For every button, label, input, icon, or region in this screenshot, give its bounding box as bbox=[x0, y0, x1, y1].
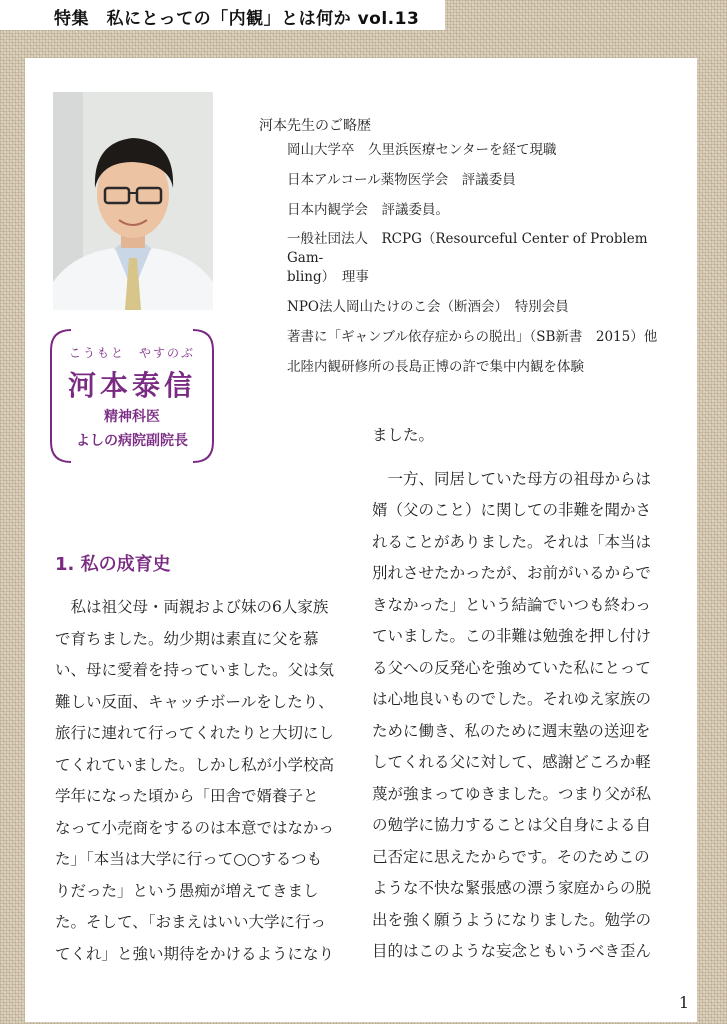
body-line: 蔑が強まってゆきました。つまり父が私 bbox=[372, 784, 652, 803]
bio-item: 北陸内観研修所の長島正博の許で集中内観を体験 bbox=[287, 359, 584, 375]
portrait-photo-icon bbox=[53, 92, 213, 310]
author-name: 河本泰信 bbox=[67, 369, 196, 402]
body-line: してくれる父に対して、感謝どころか軽 bbox=[372, 753, 651, 771]
body-column-right bbox=[372, 420, 672, 968]
body-line: 旅行に連れて行ってくれたりと大切にし bbox=[55, 724, 335, 742]
name-card bbox=[47, 326, 217, 466]
body-line: の勉学に協力することは父自身による自 bbox=[372, 816, 652, 834]
bio-item: 著書に「ギャンブル依存症からの脱出」（SB新書 2015）他 bbox=[287, 329, 658, 345]
body-line: てくれていました。しかし私が小学校高 bbox=[55, 755, 335, 774]
issue-title: 特集 私にとっての「内観」とは何か vol.13 bbox=[54, 9, 420, 29]
bio-item: 日本内観学会 評議委員。 bbox=[287, 202, 449, 218]
body-line: た」「本当は大学に行って○○するつも bbox=[55, 850, 323, 868]
body-line: る父への反発心を強めていた私にとって bbox=[372, 658, 651, 677]
section-heading: 1. 私の成育史 bbox=[55, 554, 171, 575]
bio-heading: 河本先生のご略歴 bbox=[259, 118, 371, 134]
bio-item: 一般社団法人 RCPG（Resourceful Center of Problem Gam- bbox=[287, 231, 648, 266]
body-line: てくれ」と強い期待をかけるようになり bbox=[55, 944, 335, 963]
bio-item: 岡山大学卒 久里浜医療センターを経て現職 bbox=[287, 142, 557, 158]
body-line: た。そして、「おまえはいい大学に行っ bbox=[55, 913, 326, 931]
body-line: りだった」という愚痴が増えてきまし bbox=[55, 881, 319, 900]
body-line: きなかった」という結論でいつも終わっ bbox=[372, 595, 651, 614]
body-line: 難しい反面、キャッチボールをしたり、 bbox=[55, 692, 334, 711]
body-line: 別れさせたかったが、お前がいるからで bbox=[372, 564, 651, 582]
bio-item: bling） 理事 bbox=[287, 269, 369, 285]
bio-list bbox=[287, 140, 672, 387]
body-line: 一方、同居していた母方の祖母からは bbox=[372, 469, 652, 488]
body-line: ていました。この非難は勉強を押し付け bbox=[372, 627, 652, 645]
body-line: 婿（父のこと）に関しての非難を聞かさ bbox=[372, 501, 652, 519]
body-line: は心地良いものでした。それゆえ家族の bbox=[372, 690, 652, 708]
paragraph-gap bbox=[372, 452, 672, 464]
body-line: 学年になった頃から「田舎で婿養子と bbox=[55, 787, 319, 805]
bio-item: NPO法人岡山たけのこ会（断酒会） 特別会員 bbox=[287, 299, 569, 315]
body-line: で育ちました。幼少期は素直に父を慕 bbox=[55, 629, 319, 648]
body-line: い、母に愛着を持っていました。父は気 bbox=[55, 661, 335, 679]
portrait-photo bbox=[53, 92, 213, 310]
name-reading: こうもと やすのぶ bbox=[68, 346, 195, 360]
body-line: 目的はこのような妄念ともいうべき歪ん bbox=[372, 942, 652, 960]
body-line: 己否定に思えたからです。そのためこの bbox=[372, 847, 650, 866]
body-line: ました。 bbox=[372, 426, 435, 444]
author-affiliation: よしの病院副院長 bbox=[76, 433, 188, 449]
body-line: れることがありました。それは「本当は bbox=[372, 532, 652, 551]
body-line: ような不快な緊張感の漂う家庭からの脱 bbox=[372, 879, 652, 897]
page-number: 1 bbox=[678, 993, 689, 1012]
author-role: 精神科医 bbox=[104, 409, 160, 425]
body-line: 私は祖父母・両親および妹の6人家族 bbox=[55, 598, 329, 616]
header-band bbox=[0, 0, 445, 30]
body-line: なって小売商をするのは本意ではなかっ bbox=[55, 818, 335, 837]
article-page bbox=[25, 58, 697, 1022]
body-line: ために働き、私のために週末塾の送迎を bbox=[372, 721, 651, 740]
body-column-left bbox=[55, 592, 345, 970]
body-line: 出を強く願うようになりました。勉学の bbox=[372, 910, 652, 929]
bio-item: 日本アルコール薬物医学会 評議委員 bbox=[287, 172, 516, 188]
